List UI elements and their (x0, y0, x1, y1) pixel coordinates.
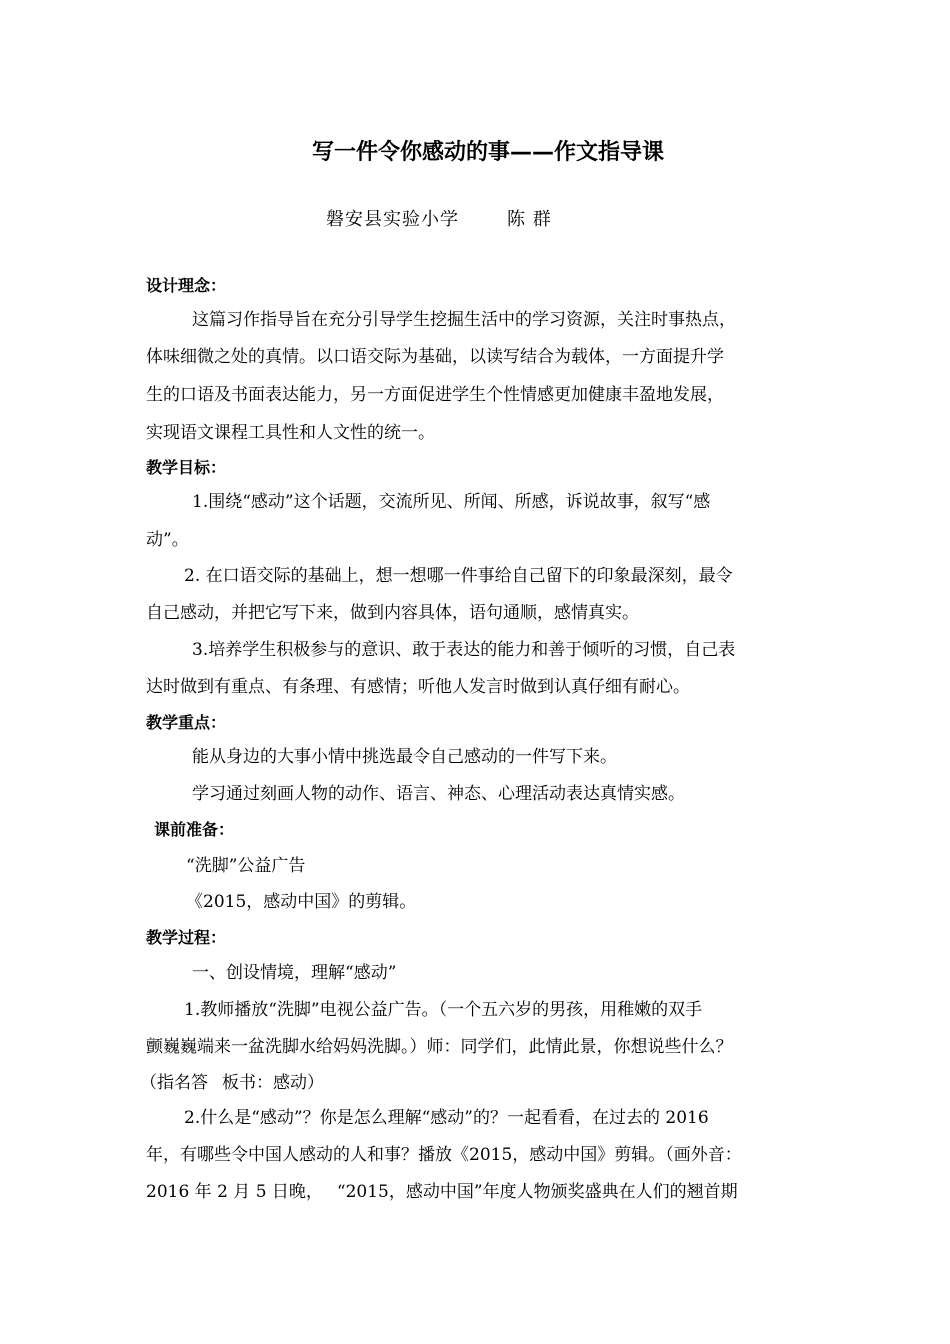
section-heading-process: 教学过程： (146, 928, 227, 947)
goal-line-4: 自己感动，并把它写下来，做到内容具体，语句通顺，感情真实。 (146, 603, 639, 623)
process-line-3: 颤巍巍端来一盆洗脚水给妈妈洗脚。）师：同学们，此情此景，你想说些什么？ (146, 1037, 733, 1057)
focus-line-2: 学习通过刻画人物的动作、语言、神态、心理活动表达真情实感。 (192, 784, 685, 804)
process-line-6: 年，有哪些令中国人感动的人和事？播放《2015，感动中国》剪辑。（画外音： (146, 1145, 742, 1165)
process-ceremony: “2015，感动中国”年度人物颁奖盛典在人们的翘首期 (336, 1182, 738, 1202)
section-heading-prep: 课前准备： (154, 820, 235, 839)
goal-line-2: 动”。 (146, 530, 189, 550)
goal-line-3: 2. 在口语交际的基础上，想一想哪一件事给自己留下的印象最深刻，最令 (184, 566, 733, 586)
prep-line-2: 《2015，感动中国》的剪辑。 (186, 892, 417, 912)
design-line-1: 这篇习作指导旨在充分引导学生挖掘生活中的学习资源，关注时事热点， (192, 310, 736, 330)
goal-line-1: 1.围绕“感动”这个话题，交流所见、所闻、所感，诉说故事，叙写“感 (192, 492, 711, 512)
process-note-answer: （指名答 (140, 1073, 208, 1093)
process-line-2: 1.教师播放“洗脚”电视公益广告。（一个五六岁的男孩，用稚嫩的双手 (184, 1000, 703, 1020)
process-line-5: 2.什么是“感动”？你是怎么理解“感动”的？一起看看，在过去的 2016 (184, 1108, 709, 1128)
process-date: 2016 年 2 月 5 日晚， (146, 1182, 323, 1202)
author-name: 陈 群 (507, 209, 552, 230)
design-line-4: 实现语文课程工具性和人文性的统一。 (146, 423, 435, 443)
goal-line-6: 达时做到有重点、有条理、有感情；听他人发言时做到认真仔细有耐心。 (146, 677, 690, 697)
prep-line-1: “洗脚”公益广告 (186, 856, 306, 876)
process-note-board: 板书：感动） (222, 1073, 324, 1093)
document-title: 写一件令你感动的事——作文指导课 (312, 140, 665, 165)
design-line-3: 生的口语及书面表达能力，另一方面促进学生个性情感更加健康丰盈地发展， (146, 385, 724, 405)
author-line (326, 210, 552, 230)
goal-line-5: 3.培养学生积极参与的意识、敢于表达的能力和善于倾听的习惯，自己表 (192, 640, 736, 660)
design-line-2: 体味细微之处的真情。以口语交际为基础，以读写结合为载体，一方面提升学 (146, 347, 724, 367)
section-heading-design: 设计理念： (146, 276, 227, 295)
author-school: 磐安县实验小学 (326, 209, 459, 230)
section-heading-focus: 教学重点： (146, 713, 227, 732)
process-line-4 (140, 1073, 324, 1093)
process-line-1: 一、创设情境，理解“感动” (192, 963, 397, 983)
process-line-7 (146, 1182, 738, 1202)
focus-line-1: 能从身边的大事小情中挑选最令自己感动的一件写下来。 (192, 747, 617, 767)
section-heading-goals: 教学目标： (146, 458, 227, 477)
